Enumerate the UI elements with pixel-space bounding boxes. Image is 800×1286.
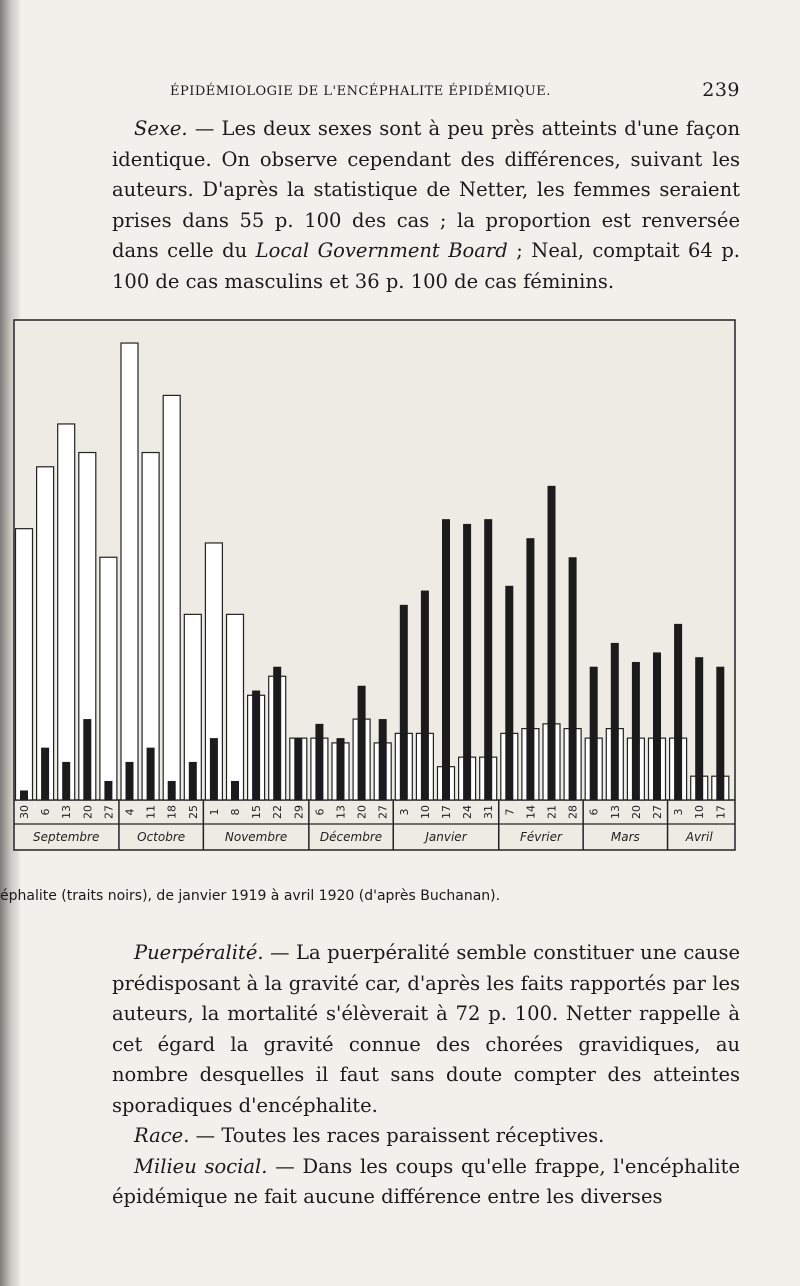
tick-label-10: 10 — [418, 805, 432, 819]
white-bar-4 — [121, 343, 138, 800]
black-bar-29 — [294, 738, 302, 800]
tick-label-27: 27 — [651, 805, 664, 819]
tick-label-3: 3 — [672, 808, 686, 816]
puerperalite-heading: Puerpéralité. — [134, 941, 264, 964]
black-bar-6 — [590, 667, 598, 800]
black-bar-18 — [168, 781, 176, 800]
milieu-heading: Milieu social. — [134, 1154, 268, 1178]
tick-label-13: 13 — [608, 805, 622, 819]
black-bar-7 — [505, 586, 513, 800]
black-bar-28 — [569, 557, 577, 800]
tick-label-27: 27 — [376, 805, 390, 819]
black-bar-22 — [273, 667, 281, 800]
black-bar-13 — [611, 643, 619, 800]
tick-label-28: 28 — [566, 805, 580, 819]
tick-label-18: 18 — [165, 805, 179, 819]
black-bar-6 — [41, 748, 49, 800]
tick-label-10: 10 — [693, 805, 707, 819]
black-bar-11 — [147, 748, 155, 800]
month-label-1: Octobre — [137, 830, 186, 844]
tick-label-25: 25 — [186, 805, 200, 819]
puerperalite-text: — La puerpéralité semble constituer une cause prédisposant à la gravité car, d'après les faits rapportés par les auteurs, la mortalité s'élèverait à 72 p. 100. Netter rappelle à cet égard la gravité connue des chorées gravidiques, au nombre desquelles il faut sans doute compter des atteintes sporadiques d'encéphalite. — [112, 941, 740, 1117]
tick-label-13: 13 — [334, 805, 348, 819]
tick-label-3: 3 — [397, 808, 411, 816]
tick-label-8: 8 — [229, 808, 242, 816]
tick-label-17: 17 — [714, 805, 728, 819]
sexe-text-end: ; Neal, comptait 64 p. 100 de cas masculins et 36 p. 100 de cas féminins. — [112, 239, 740, 293]
month-label-7: Avril — [685, 830, 713, 844]
tick-label-20: 20 — [81, 805, 95, 819]
tick-label-22: 22 — [271, 805, 285, 819]
month-label-6: Mars — [610, 830, 640, 844]
black-bar-3 — [674, 624, 682, 800]
white-bar-27 — [100, 557, 117, 800]
running-title: ÉPIDÉMIOLOGIE DE L'ENCÉPHALITE ÉPIDÉMIQUE. — [170, 84, 551, 99]
black-bar-8 — [231, 781, 239, 800]
month-label-5: Février — [519, 830, 562, 844]
white-bar-13 — [58, 424, 75, 800]
paragraph-sexe — [112, 114, 740, 297]
black-bar-27 — [104, 781, 112, 800]
paragraph-puerperalite — [112, 938, 740, 1213]
tick-label-7: 7 — [503, 808, 517, 816]
black-bar-13 — [62, 762, 70, 800]
black-bar-10 — [421, 591, 429, 800]
black-bar-21 — [548, 486, 556, 800]
tick-label-29: 29 — [292, 805, 306, 819]
tick-label-20: 20 — [355, 805, 369, 819]
month-label-0: Septembre — [33, 830, 100, 844]
tick-label-6: 6 — [587, 808, 601, 816]
black-bar-15 — [252, 691, 260, 800]
tick-label-6: 6 — [39, 808, 53, 816]
black-bar-1 — [210, 738, 218, 800]
black-bar-17 — [716, 667, 724, 800]
epidemic-bar-chart — [0, 314, 800, 854]
month-label-2: Novembre — [224, 830, 288, 844]
black-bar-4 — [126, 762, 134, 800]
tick-label-4: 4 — [123, 808, 137, 816]
white-bar-30 — [16, 529, 33, 800]
black-bar-14 — [526, 538, 534, 800]
black-bar-20 — [83, 719, 91, 800]
tick-label-24: 24 — [461, 805, 475, 819]
month-label-3: Décembre — [319, 830, 383, 844]
tick-label-21: 21 — [545, 805, 559, 819]
tick-label-30: 30 — [18, 805, 31, 819]
race-text: — Toutes les races paraissent réceptives. — [189, 1124, 605, 1147]
tick-label-20: 20 — [629, 805, 643, 819]
black-bar-3 — [400, 605, 408, 800]
black-bar-31 — [484, 519, 492, 800]
black-bar-24 — [463, 524, 471, 800]
sexe-heading: Sexe. — [134, 117, 188, 140]
black-bar-27 — [379, 719, 387, 800]
tick-label-14: 14 — [524, 805, 538, 819]
black-bar-6 — [315, 724, 323, 800]
sexe-text: — Les deux sexes sont à peu près atteints d'une façon identique. On observe cependant des différences, suivant les auteurs. D'après la statistique de Netter, les femmes seraient prises dans 55 p. 100 des cas ; la proportion est renversée dans celle du — [112, 117, 740, 262]
black-bar-13 — [337, 738, 345, 800]
black-bar-30 — [20, 790, 28, 800]
tick-label-27: 27 — [102, 805, 116, 819]
figure-caption: éphalite (traits noirs), de janvier 1919 à avril 1920 (d'après Buchanan). — [0, 888, 501, 904]
black-bar-20 — [632, 662, 640, 800]
month-label-4: Janvier — [425, 830, 467, 844]
white-bar-8 — [227, 614, 244, 800]
white-bar-18 — [163, 395, 180, 800]
race-heading: Race. — [134, 1124, 190, 1147]
page-number: 239 — [702, 79, 740, 101]
tick-label-15: 15 — [250, 805, 264, 819]
tick-label-13: 13 — [60, 805, 74, 819]
running-header — [170, 79, 740, 101]
tick-label-31: 31 — [482, 805, 496, 819]
black-bar-20 — [358, 686, 366, 800]
tick-label-11: 11 — [144, 805, 158, 819]
tick-label-17: 17 — [440, 805, 453, 819]
sexe-source: Local Government Board — [255, 239, 508, 262]
tick-label-6: 6 — [313, 808, 327, 816]
tick-label-1: 1 — [207, 808, 221, 816]
milieu-text: — Dans les coups qu'elle frappe, l'encéphalite épidémique ne fait aucune différence entre les diverses — [112, 1154, 740, 1208]
black-bar-25 — [189, 762, 197, 800]
black-bar-10 — [695, 657, 703, 800]
black-bar-17 — [442, 519, 450, 800]
black-bar-27 — [653, 652, 661, 800]
